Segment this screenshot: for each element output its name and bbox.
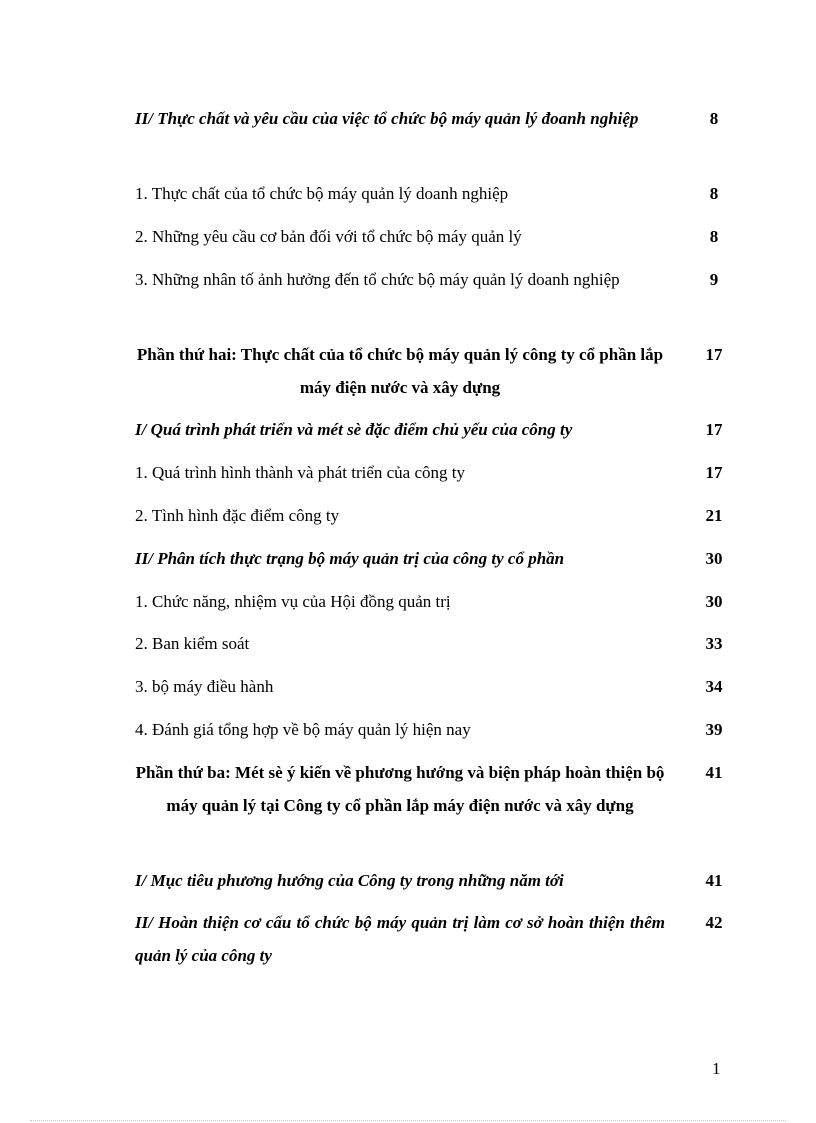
toc-entry-text: 1. Chức năng, nhiệm vụ của Hội đồng quản trị bbox=[135, 592, 451, 611]
toc-entry-text: 4. Đánh giá tổng hợp về bộ máy quản lý hiện nay bbox=[135, 720, 471, 739]
toc-entry-page: 9 bbox=[709, 270, 719, 289]
toc-entry-page: 17 bbox=[705, 345, 723, 364]
toc-entry-text: II/ Hoàn thiện cơ cấu tổ chức bộ máy quản trị làm cơ sở hoàn thiện thêm quản lý của công ty bbox=[135, 913, 665, 965]
toc-entry-page: 33 bbox=[705, 634, 723, 653]
toc-entry-page: 30 bbox=[705, 592, 723, 611]
toc-entry-text: I/ Quá trình phát triển và mét sè đặc điểm chủ yếu của công ty bbox=[135, 420, 573, 439]
page-number: 1 bbox=[712, 1059, 721, 1078]
toc-entry-page: 34 bbox=[705, 677, 723, 696]
toc-entry-page: 39 bbox=[705, 720, 723, 739]
toc-entry-page: 21 bbox=[705, 506, 723, 525]
toc-entry-text: 2. Ban kiểm soát bbox=[135, 634, 250, 653]
toc-entry-text: I/ Mục tiêu phương hướng của Công ty trong những năm tới bbox=[135, 871, 564, 890]
toc-entry-page: 41 bbox=[705, 871, 723, 890]
toc-entry-page: 8 bbox=[709, 227, 719, 246]
toc-entry-page: 41 bbox=[705, 763, 723, 782]
toc-entry-text: II/ Thực chất và yêu cầu của việc tổ chức bộ máy quản lý đoanh nghiệp bbox=[135, 109, 639, 128]
page-bottom-divider bbox=[30, 1120, 786, 1121]
toc-entry-text: 1. Thực chất của tổ chức bộ máy quản lý doanh nghiệp bbox=[135, 184, 509, 203]
toc-entry-page: 17 bbox=[705, 463, 723, 482]
toc-entry-page: 8 bbox=[709, 109, 719, 128]
toc-entry-page: 17 bbox=[705, 420, 723, 439]
toc-entry-text: Phần thứ hai: Thực chất của tổ chức bộ máy quản lý công ty cổ phần lắp máy điện nước và xây dựng bbox=[136, 345, 664, 397]
toc-entry-page: 42 bbox=[705, 913, 723, 932]
toc-entry-page: 8 bbox=[709, 184, 719, 203]
toc-entry-text: 1. Quá trình hình thành và phát triển của công ty bbox=[135, 463, 465, 482]
toc-entry-text: 3. bộ máy điều hành bbox=[135, 677, 274, 696]
toc-entry-text: Phần thứ ba: Mét sè ý kiến về phương hướng và biện pháp hoàn thiện bộ máy quản lý tại Công ty cổ phần lắp máy điện nước và xây dựng bbox=[135, 763, 665, 815]
toc-entry-text: 2. Những yêu cầu cơ bản đối với tổ chức bộ máy quản lý bbox=[135, 227, 522, 246]
toc-entry-text: 3. Những nhân tố ảnh hưởng đến tổ chức bộ máy quản lý doanh nghiệp bbox=[135, 270, 620, 289]
toc-entry-text: 2. Tình hình đặc điểm công ty bbox=[135, 506, 340, 525]
toc-entry-page: 30 bbox=[705, 549, 723, 568]
toc-entry-text: II/ Phân tích thực trạng bộ máy quản trị của công ty cổ phần bbox=[135, 549, 565, 568]
